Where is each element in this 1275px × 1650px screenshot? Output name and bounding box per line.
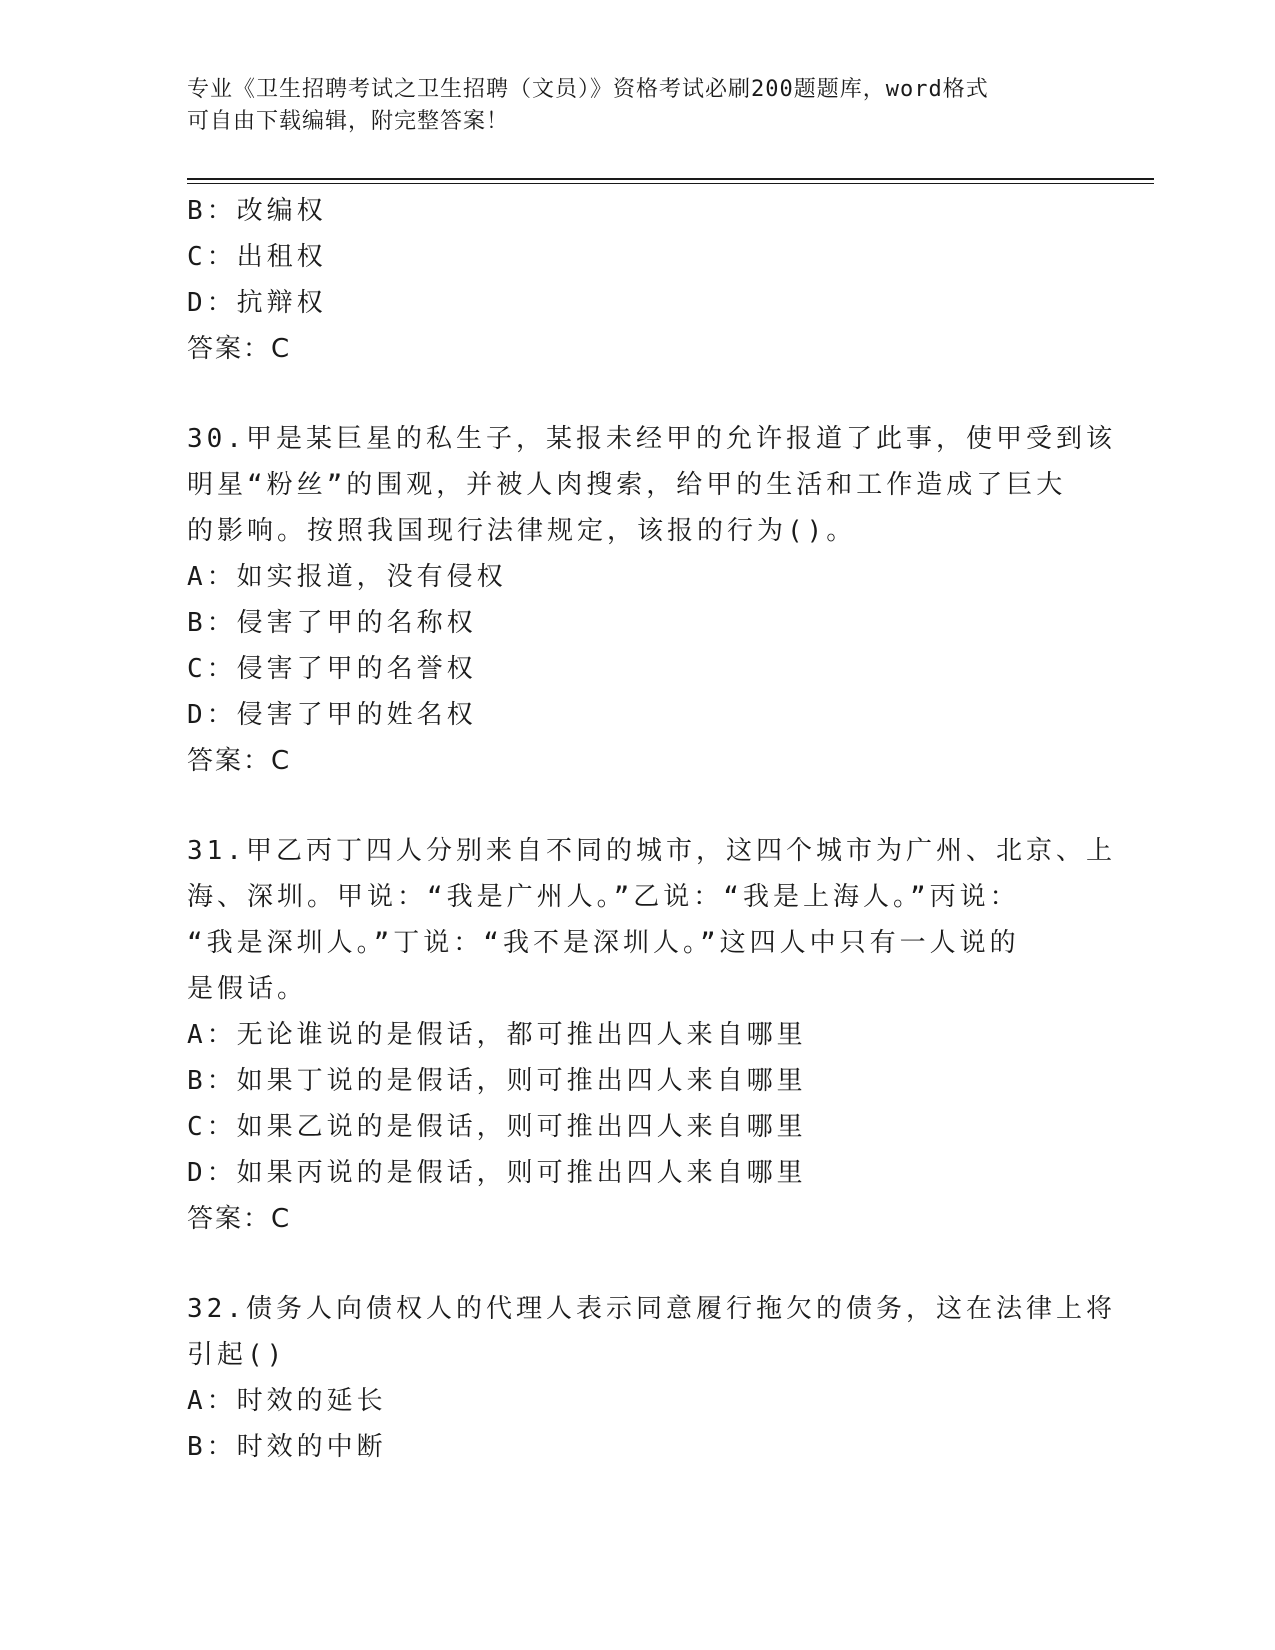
header-line-1: 专业《卫生招聘考试之卫生招聘（文员）》资格考试必刷200题题库，word格式: [187, 77, 989, 102]
question-stem-line: 是假话。: [187, 974, 308, 1004]
option-a: A：无论谁说的是假话，都可推出四人来自哪里: [187, 1020, 807, 1050]
option-d: D：抗辩权: [187, 288, 327, 318]
option-c: C：如果乙说的是假话，则可推出四人来自哪里: [187, 1112, 807, 1142]
option-a: A：时效的延长: [187, 1386, 387, 1416]
answer-line: 答案：C: [187, 334, 292, 364]
question-stem-line: 30.甲是某巨星的私生子，某报未经甲的允许报道了此事，使甲受到该: [187, 424, 1116, 454]
option-b: B：时效的中断: [187, 1432, 387, 1462]
question-list: [187, 188, 1116, 1470]
option-b: B：如果丁说的是假话，则可推出四人来自哪里: [187, 1066, 807, 1096]
option-d: D：如果丙说的是假话，则可推出四人来自哪里: [187, 1158, 807, 1188]
question-stem-line: 海、深圳。甲说：“我是广州人。”乙说：“我是上海人。”丙说：: [187, 882, 1020, 912]
answer-line: 答案：C: [187, 746, 292, 776]
question-block-32: [187, 1286, 1116, 1470]
question-stem-line: “我是深圳人。”丁说：“我不是深圳人。”这四人中只有一人说的: [187, 928, 1020, 958]
question-stem-line: 的影响。按照我国现行法律规定，该报的行为()。: [187, 516, 857, 546]
question-stem-line: 31.甲乙丙丁四人分别来自不同的城市，这四个城市为广州、北京、上: [187, 836, 1116, 866]
header-divider-thin: [187, 183, 1154, 184]
header-divider-thick: [187, 178, 1154, 180]
header-line-2: 可自由下载编辑，附完整答案！: [187, 109, 510, 134]
answer-line: 答案：C: [187, 1204, 292, 1234]
question-stem-line: 32.债务人向债权人的代理人表示同意履行拖欠的债务，这在法律上将: [187, 1294, 1116, 1324]
question-stem-line: 明星“粉丝”的围观，并被人肉搜索，给甲的生活和工作造成了巨大: [187, 470, 1067, 500]
option-d: D：侵害了甲的姓名权: [187, 700, 477, 730]
option-b: B：改编权: [187, 196, 327, 226]
question-block-29: [187, 188, 1087, 372]
question-stem-line: 引起(): [187, 1340, 287, 1370]
question-block-31: [187, 828, 1116, 1242]
document-header: [187, 74, 1067, 138]
question-block-30: [187, 416, 1116, 784]
option-b: B：侵害了甲的名称权: [187, 608, 477, 638]
option-c: C：出租权: [187, 242, 327, 272]
option-c: C：侵害了甲的名誉权: [187, 654, 477, 684]
option-a: A：如实报道，没有侵权: [187, 562, 507, 592]
